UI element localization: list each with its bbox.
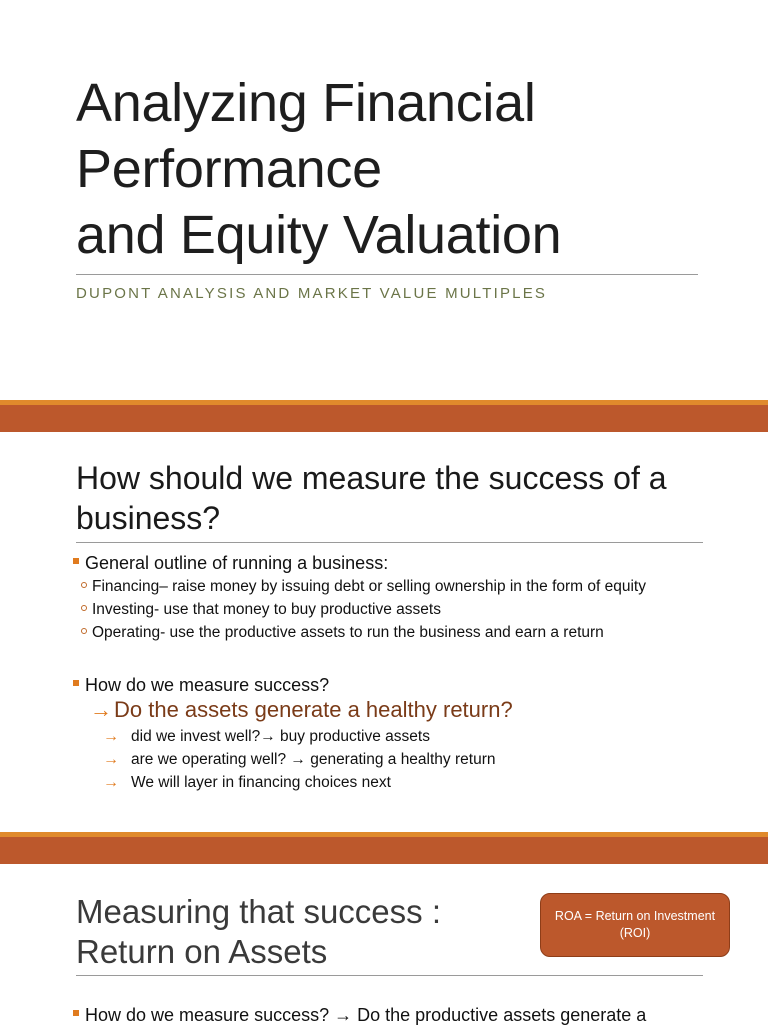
sub-bullet-item	[81, 624, 604, 642]
circle-bullet-icon	[81, 582, 87, 588]
roa-callout-box	[540, 893, 730, 957]
slide-heading: How should we measure the success of a business?	[76, 460, 667, 536]
sub-bullet-item	[81, 578, 646, 596]
right-arrow-icon: →	[90, 697, 112, 722]
sub-bullet-text: Investing- use that money to buy productive assets	[92, 601, 441, 618]
bullet-item	[73, 675, 329, 696]
callout-line: (ROI)	[619, 926, 651, 940]
title-line: Analyzing Financial	[76, 73, 536, 133]
arrow-sub-text: did we invest well?→ buy productive assets	[131, 728, 430, 745]
arrow-sub-point	[103, 751, 495, 769]
bullet-text: How do we measure success?	[85, 675, 330, 695]
sub-bullet-text: Financing– raise money by issuing debt or selling ownership in the form of equity	[92, 578, 646, 595]
title-line: and Equity Valuation	[76, 205, 562, 265]
bullet-text: How do we measure success? → Do the productive assets generate a	[85, 1005, 647, 1025]
bullet-item	[73, 1005, 646, 1026]
title-line: Performance	[76, 139, 382, 199]
slide-heading	[76, 892, 516, 972]
square-bullet-icon	[73, 1010, 79, 1016]
arrow-point	[90, 697, 513, 723]
heading-divider	[76, 542, 703, 543]
right-arrow-icon: →	[103, 728, 119, 745]
slide-separator-band	[0, 400, 768, 432]
arrow-sub-text: are we operating well? → generating a healthy return	[131, 751, 496, 768]
slide-separator-band	[0, 832, 768, 864]
square-bullet-icon	[73, 680, 79, 686]
bullet-text: General outline of running a business:	[85, 553, 389, 573]
slide-title	[76, 70, 716, 268]
right-arrow-icon: →	[103, 751, 119, 768]
title-slide	[0, 0, 768, 400]
arrow-point-text: Do the assets generate a healthy return?	[114, 697, 513, 722]
square-bullet-icon	[73, 558, 79, 564]
heading-line: Measuring that success :	[76, 893, 441, 930]
title-divider	[76, 274, 698, 275]
arrow-sub-point	[103, 728, 430, 746]
circle-bullet-icon	[81, 605, 87, 611]
circle-bullet-icon	[81, 628, 87, 634]
heading-divider	[76, 975, 703, 976]
slide-subtitle: DUPONT ANALYSIS AND MARKET VALUE MULTIPLES	[76, 285, 548, 302]
sub-bullet-text: Operating- use the productive assets to run the business and earn a return	[92, 624, 604, 641]
callout-line: ROA = Return on Investment	[554, 909, 716, 923]
heading-line: Return on Assets	[76, 933, 328, 970]
sub-bullet-item	[81, 601, 441, 619]
arrow-sub-point	[103, 774, 391, 792]
right-arrow-icon: →	[103, 774, 119, 791]
arrow-sub-text: We will layer in financing choices next	[131, 774, 391, 791]
bullet-item	[73, 553, 388, 574]
